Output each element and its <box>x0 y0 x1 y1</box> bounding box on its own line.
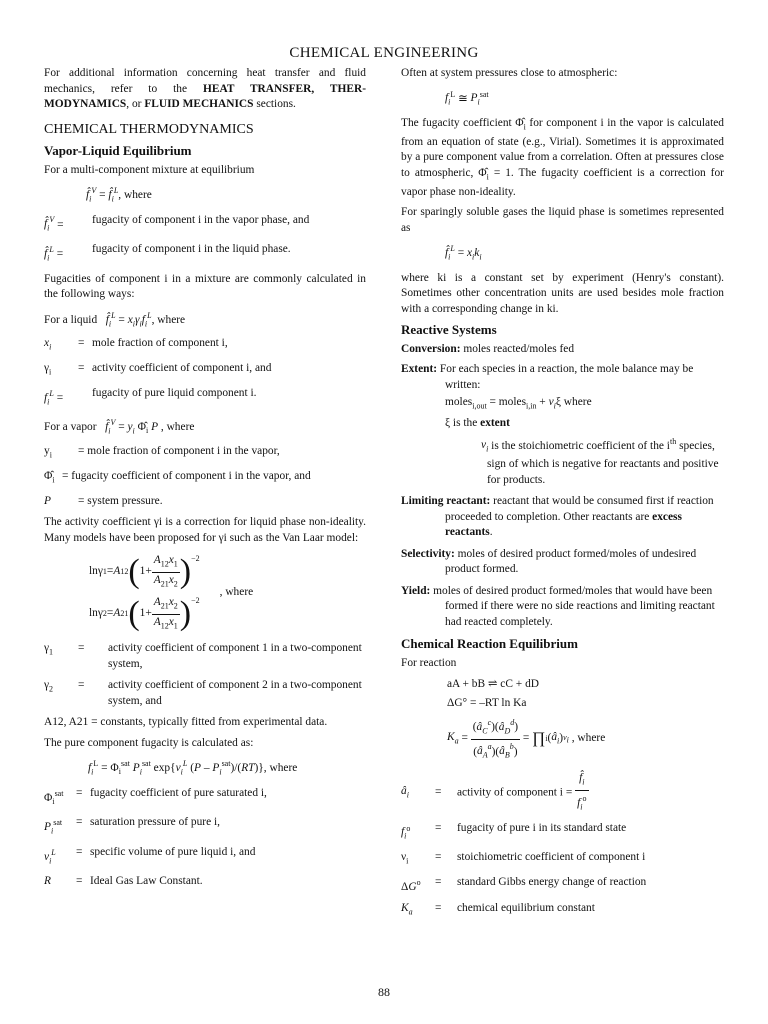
def-xi: $x_i$ = mole fraction of component i, <box>44 337 228 352</box>
sparingly-soluble-text: For sparingly soluble gases the liquid phase is sometimes represented as <box>401 206 724 234</box>
vle-heading: Vapor-Liquid Equilibrium <box>44 143 192 158</box>
nu-def: $v_i$ is the stoichiometric coefficient of the $i^{th}$ species, sign of which is negative for reactants and positive for products. <box>481 436 719 486</box>
ideal-liquid-fugacity-equation: $f_i^L$ ≅ $P_i^{sat}$ <box>445 89 489 107</box>
pure-fugacity-equation: $f_i^L = \Phi_i^{sat}$ $P_i^{sat}$ $\exp\{v_i^L$ $(P - P_i^{sat})/(RT)$}, where <box>88 759 298 777</box>
conversion-def: Conversion: moles reacted/moles fed <box>401 342 575 355</box>
often-text: Often at system pressures close to atmospheric: <box>401 67 618 79</box>
chemical-reaction-equilibrium-heading: Chemical Reaction Equilibrium <box>401 636 578 652</box>
def-fio: $f_i^o$ = fugacity of pure i in its standard state <box>401 821 627 841</box>
page-title: CHEMICAL ENGINEERING <box>289 45 479 61</box>
def-phi-sat: $\Phi_i^{sat}$ = fugacity coefficient of pure saturated i, <box>44 786 267 806</box>
def-gamma-i: $\gamma_i$ = activity coefficient of component i, and <box>44 362 272 377</box>
def-activity: $â_i$ = activity of component i = $\frac{f̂_i}{f_i^o}$ <box>401 772 587 812</box>
intro-paragraph: For additional information concerning heat transfer and fluid mechanics, refer to the HEAT TRANSFER, THER-MODYNAMICS, or FLUID MECHANICS sections. <box>44 67 367 110</box>
right-column <box>401 66 724 926</box>
yield-def: Yield: moles of desired product formed/moles that would have been formed if there were no side reactions and limiting reactant had reacted completely. <box>401 584 715 628</box>
vle-intro: For a multi-component mixture at equilibrium <box>44 163 255 176</box>
extent-def: Extent: For each species in a reaction, the mole balance may be written: <box>401 363 694 391</box>
selectivity-def: Selectivity: moles of desired product formed/moles of undesired product formed. <box>401 547 697 576</box>
vapor-equation: For a vapor $f̂_i^V = y_i$ $\Phî_i$ P , where <box>44 418 195 436</box>
page-number: 88 <box>378 985 390 999</box>
def-vapor-fugacity: $f̂_i^V$ = fugacity of component i in the vapor phase, and <box>44 213 310 233</box>
reactive-systems-heading: Reactive Systems <box>401 322 497 338</box>
def-nu-i: $\nu_i$ = stoichiometric coefficient of component i <box>401 851 646 866</box>
def-r: R = Ideal Gas Law Constant. <box>44 875 203 888</box>
ka-equation: $K_a$ = $\frac{(â_C^c)(â_D^d)}{(â_A^a)(â_B^b)}$ = ∏ i ( $â_i$ ) vi , where <box>401 715 724 763</box>
liquid-equation: For a liquid $f̂_i^L = x_i\gamma_if_i^L$, where <box>44 310 186 328</box>
extent-symbol: ξ is the extent <box>445 417 510 429</box>
fugacity-intro: Fugacities of component i in a mixture are commonly calculated in the following ways: <box>44 272 366 301</box>
for-reaction-text: For reaction <box>401 656 457 669</box>
gibbs-equation: ΔG° = –RT ln Ka <box>447 696 527 709</box>
def-gamma-2: $\gamma_2$ = activity coefficient of component 2 in a two-component system, and <box>44 679 362 707</box>
def-constants: A12, A21 = constants, typically fitted from experimental data. <box>44 716 328 729</box>
def-fil: $f_i^L$ = fugacity of pure liquid component i. <box>44 386 257 406</box>
fugacity-coefficient-paragraph: The fugacity coefficient $\Phî_i$ for component i in the vapor is calculated from an equation of state (e.g., Virial). Sometimes it is approximated by a pure component value from a correlation. Often at pressures close to atmospheric, $\Phî_i = 1$. The fugacity coefficient is a correction for vapor phase non-ideality. <box>401 117 725 198</box>
equilibrium-equation: $f̂_i^V$ = $f̂_i^L$, where <box>86 186 152 204</box>
pure-fugacity-intro: The pure component fugacity is calculated as: <box>44 736 254 749</box>
extent-equation: moles$_{i,out}$ = moles$_{i,in}$ + $v_i\xi$ where <box>445 396 592 411</box>
def-delta-g: $\Delta G^o$ = standard Gibbs energy change of reaction <box>401 875 647 893</box>
activity-paragraph: The activity coefficient γi is a correction for liquid phase non-ideality. Many models have been proposed for γi such as the Van Laar model: <box>44 516 366 544</box>
henry-equation: $f̂_i^L = x_ik_i$ <box>445 244 482 262</box>
van-laar-equations: lnγ 1 = A 12 ( 1+ $\frac{A_{12}x_1}{A_{21}x_2}$ ) −2 lnγ 2 = A 21 ( 1+ $\frac{A_{21}x_2}{A_{12}x_1}$ ) −2 , where <box>89 553 254 633</box>
def-p-sat: $P_i^{sat}$ = saturation pressure of pure i, <box>44 816 221 836</box>
def-gamma-1: $\gamma_1$ = activity coefficient of component 1 in a two-component system, <box>44 642 362 670</box>
section-heading: CHEMICAL THERMODYNAMICS <box>44 121 254 137</box>
henry-paragraph: where ki is a constant set by experiment (Henry's constant). Sometimes other concentration units are used besides mole fraction with a corresponding change in ki. <box>401 271 724 315</box>
def-vil: $v_i^L$ = specific volume of pure liquid i, and <box>44 845 256 865</box>
def-phi-i: $\Phî_i$ = fugacity coefficient of component i in the vapor, and <box>44 469 311 485</box>
limiting-reactant-def: Limiting reactant: reactant that would be consumed first if reaction proceeded to completion. Other reactants are excess reactants. <box>401 495 714 539</box>
def-ka: $K_a$ = chemical equilibrium constant <box>401 902 595 917</box>
def-yi: $y_i$ = mole fraction of component i in the vapor, <box>44 445 280 460</box>
reaction-equation: aA + bB ⇌ cC + dD <box>447 678 539 691</box>
def-liquid-fugacity: $f̂_i^L$ = fugacity of component i in the liquid phase. <box>44 243 291 263</box>
left-column <box>44 66 366 896</box>
def-pressure: P = system pressure. <box>44 494 163 507</box>
